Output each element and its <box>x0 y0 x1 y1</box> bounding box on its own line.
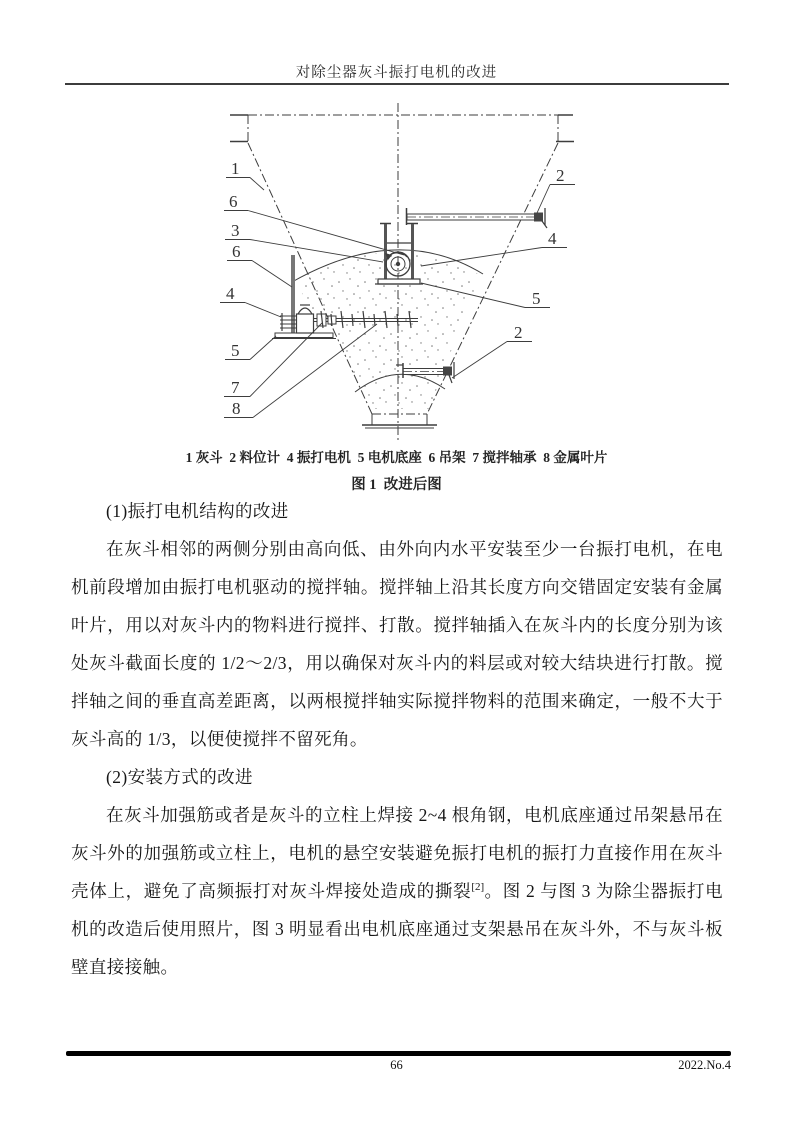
material-stipple <box>295 252 480 409</box>
section-heading-2: (2)安装方式的改进 <box>106 767 253 787</box>
label-2: 2 <box>514 323 523 342</box>
figure-title: 图 1 改进后图 <box>351 477 442 493</box>
label-1: 1 <box>231 159 240 178</box>
figure-parts-caption: 1 灰斗 2 料位计 4 振打电机 5 电机底座 6 吊架 7 搅拌轴承 8 金属叶片 <box>185 450 608 465</box>
paragraph-2-text: 在灰斗加强筋或者是灰斗的立柱上焊接 2~4 根角钢，电机底座通过吊架悬吊在灰斗外的加强筋或立柱上，电机的悬空安装避免振打电机的振打力直接作用在灰斗壳体上，避免了高频振打对灰斗焊接处造成的撕裂 <box>71 805 723 901</box>
part-label-agitator-shaft <box>225 221 383 262</box>
hopper-outlet <box>362 414 437 428</box>
paragraph-1: 在灰斗相邻的两侧分别由高向低、由外向内水平安装至少一台振打电机，在电机前段增加由振打电机驱动的搅拌轴。搅拌轴上沿其长度方向交错固定安装有金属叶片，用以对灰斗内的物料进行搅拌、打散。搅拌轴插入在灰斗内的长度分别为该处灰斗截面长度的 1/2～2/3，用以确保对灰斗内的料层或对较大结块进行打散。搅拌轴之间的垂直高差距离，以两根搅拌轴实际搅拌物料的范围来确定，一般不大于灰斗高的 1/3，以便使搅拌不留死角。 <box>71 539 723 749</box>
part-label-base-left <box>225 336 276 360</box>
part-label-gauge-lower <box>452 323 532 378</box>
level-gauge-upper <box>407 208 548 228</box>
label-5: 5 <box>532 289 541 308</box>
label-7: 7 <box>231 378 240 397</box>
part-label-motor-left <box>220 284 281 317</box>
left-vibration-motor <box>280 305 314 333</box>
article-body <box>71 492 723 986</box>
part-label-gauge-upper <box>537 166 575 213</box>
header-rule <box>65 83 729 85</box>
paragraph-2 <box>71 796 723 986</box>
page-number: 66 <box>390 1058 403 1072</box>
label-6: 6 <box>229 192 238 211</box>
page-header-title: 对除尘器灰斗振打电机的改进 <box>295 65 498 81</box>
paragraph-2-text-cont: 。图 2 与图 3 为除尘器振打电机的改造后使用照片，图 3 明显看出电机底座通过支架悬吊在灰斗外，不与灰斗板壁直接接触。 <box>71 881 723 977</box>
label-6: 6 <box>232 242 241 261</box>
footer-rule-bar <box>66 1051 731 1056</box>
label-2: 2 <box>556 166 565 185</box>
label-4: 4 <box>548 229 557 248</box>
citation-marker: [2] <box>471 881 485 894</box>
label-8: 8 <box>232 399 241 418</box>
label-3: 3 <box>231 221 240 240</box>
part-label-hopper <box>226 159 264 190</box>
part-label-hanger-top <box>224 192 404 255</box>
label-5: 5 <box>231 341 240 360</box>
figure1-hopper-diagram <box>180 95 620 450</box>
journal-issue: 2022.No.4 <box>678 1058 731 1072</box>
label-4: 4 <box>226 284 235 303</box>
section-heading-1: (1)振打电机结构的改进 <box>106 501 289 521</box>
part-label-hanger-left <box>227 242 292 287</box>
